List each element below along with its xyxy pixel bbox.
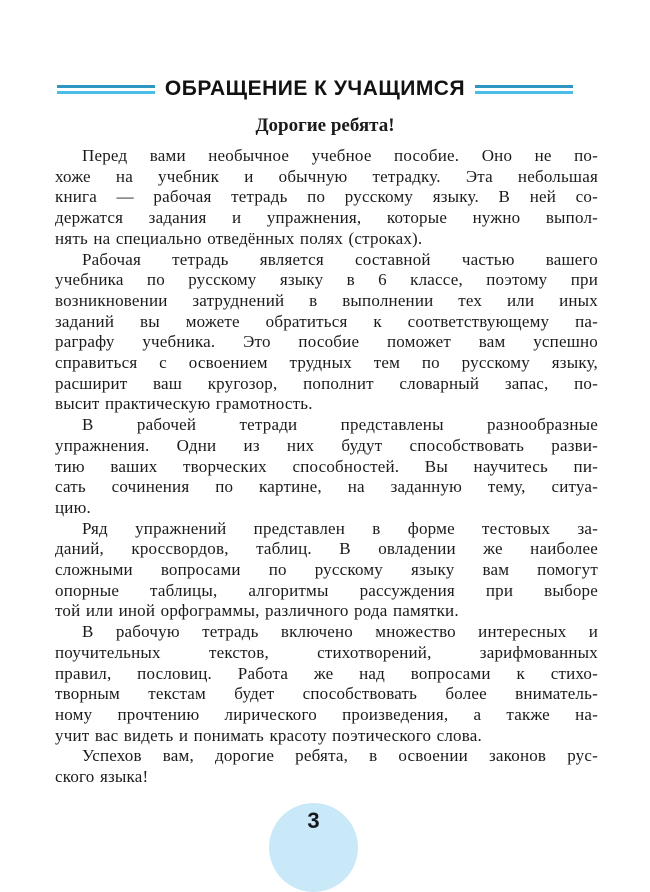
- text-line: учит вас видеть и понимать красоту поэтического слова.: [55, 725, 482, 745]
- text-line: сложными вопросами по русскому языку вам помогут: [55, 560, 598, 580]
- text-line: правил, пословиц. Работа же над вопросами к стихо-: [55, 663, 598, 683]
- page-number: 3: [307, 808, 320, 833]
- text-line: цию.: [55, 497, 91, 517]
- text-line: тию ваших творческих способностей. Вы научитесь пи-: [55, 456, 598, 476]
- text-line: сать сочинения по картине, на заданную тему, ситуа-: [55, 477, 598, 497]
- text-line: Успехов вам, дорогие ребята, в освоении законов рус-: [82, 746, 598, 766]
- text-line: ному прочтению лирического произведения, а также на-: [55, 704, 598, 724]
- text-line: В рабочей тетради представлены разнообразные: [82, 415, 598, 435]
- text-line: книга — рабочая тетрадь по русскому языку. В ней со-: [55, 187, 598, 207]
- paragraph: [55, 746, 598, 787]
- paragraph: [55, 415, 598, 519]
- text-line: ского языка!: [55, 767, 149, 787]
- text-line: упражнения. Одни из них будут способствовать разви-: [55, 435, 598, 455]
- paragraph: [55, 146, 598, 250]
- chapter-header: [57, 77, 573, 101]
- text-line: Ряд упражнений представлен в форме тестовых за-: [82, 518, 598, 538]
- text-line: даний, кроссвордов, таблиц. В овладении же наиболее: [55, 539, 598, 559]
- page-number-badge: [269, 803, 358, 892]
- text-line: поучительных текстов, стихотворений, зарифмованных: [55, 642, 598, 662]
- text-line: держатся задания и упражнения, которые нужно выпол-: [55, 208, 598, 228]
- header-rule-left: [57, 85, 155, 94]
- text-line: возникновении затруднений в выполнении тех или иных: [55, 290, 598, 310]
- text-line: творным текстам будет способствовать более вниматель-: [55, 684, 598, 704]
- body-text: [55, 146, 598, 788]
- text-line: В рабочую тетрадь включено множество интересных и: [82, 622, 598, 642]
- text-line: Рабочая тетрадь является составной частью вашего: [82, 249, 598, 269]
- text-line: Перед вами необычное учебное пособие. Оно не по-: [82, 146, 598, 165]
- text-line: высит практическую грамотность.: [55, 394, 313, 414]
- greeting-title: Дорогие ребята!: [255, 115, 395, 136]
- paragraph: [55, 622, 598, 746]
- text-line: учебника по русскому языку в 6 классе, поэтому при: [55, 270, 598, 290]
- text-line: нять на специально отведённых полях (строках).: [55, 228, 423, 248]
- text-line: той или иной орфограммы, различного рода памятки.: [55, 601, 459, 621]
- text-line: справиться с освоением трудных тем по русскому языку,: [55, 353, 598, 373]
- text-line: раграфу учебника. Это пособие поможет вам успешно: [55, 332, 598, 352]
- paragraph: [55, 250, 598, 416]
- header-rule-right: [475, 85, 573, 94]
- text-line: хоже на учебник и обычную тетрадку. Эта небольшая: [55, 166, 598, 186]
- chapter-title: ОБРАЩЕНИЕ К УЧАЩИМСЯ: [164, 77, 466, 100]
- paragraph: [55, 519, 598, 623]
- text-line: расширит ваш кругозор, пополнит словарный запас, по-: [55, 373, 598, 393]
- text-line: опорные таблицы, алгоритмы рассуждения при выборе: [55, 580, 598, 600]
- text-line: заданий вы можете обратиться к соответствующему па-: [55, 311, 598, 331]
